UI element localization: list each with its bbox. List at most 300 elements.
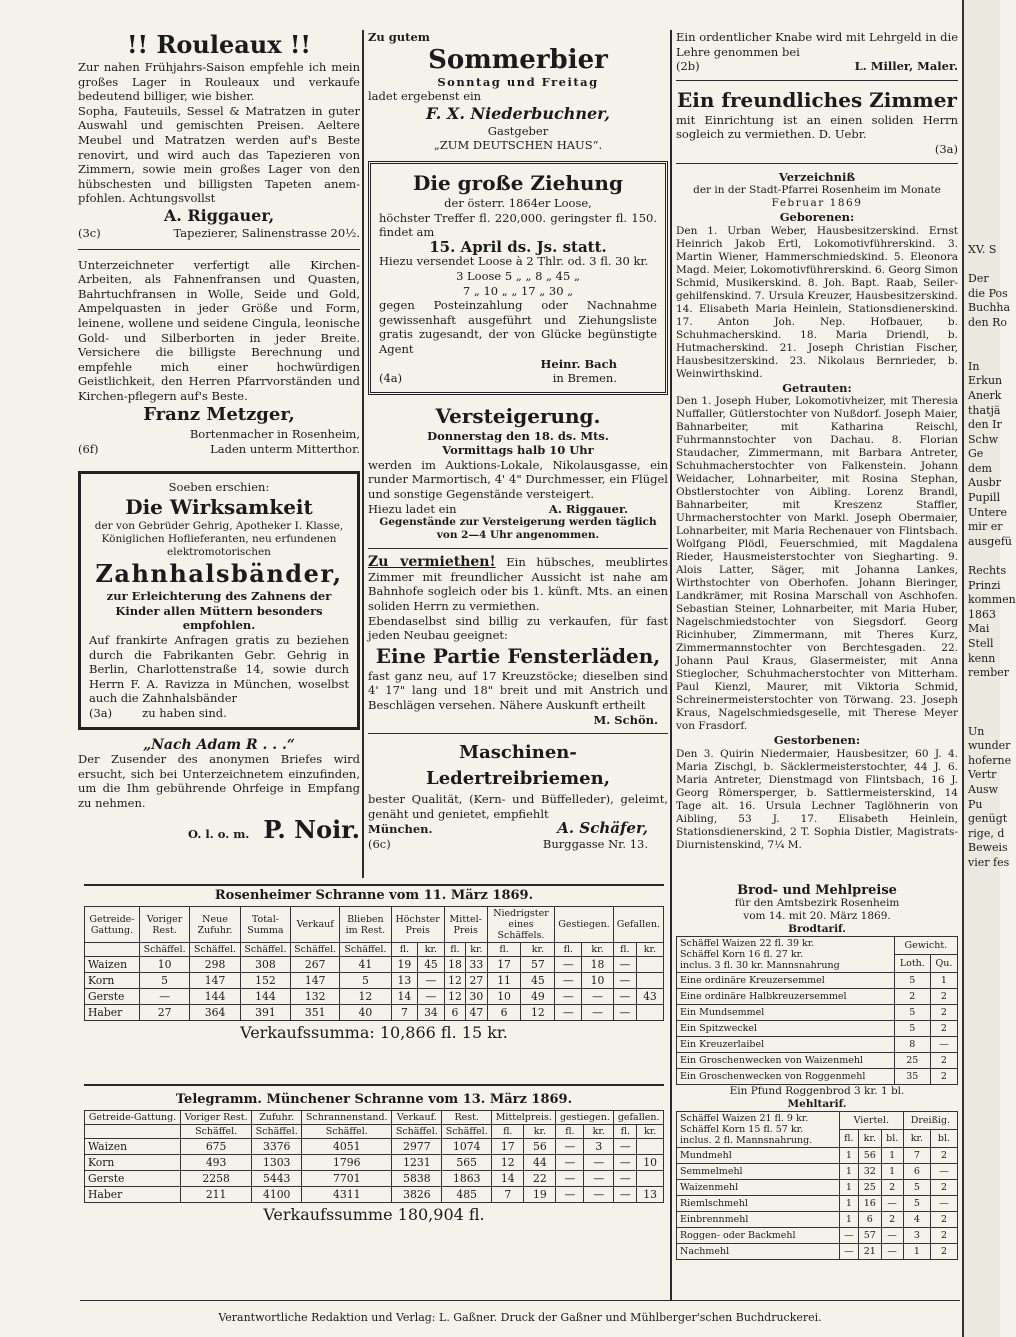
ad-title: Sommerbier bbox=[428, 44, 608, 75]
ad-number: (3c) bbox=[78, 225, 101, 240]
column-header: Mittelpreis. bbox=[492, 1111, 556, 1125]
ad-title: Zahnhalsbänder, bbox=[95, 559, 343, 589]
divider bbox=[676, 163, 958, 164]
edge-text-line: ausgefü bbox=[968, 534, 1012, 548]
table-cell: — bbox=[613, 957, 636, 973]
ad-text: Burggasse Nr. 13. bbox=[542, 836, 648, 851]
table-row bbox=[677, 1196, 958, 1212]
table-header-row bbox=[677, 937, 958, 955]
table-cell: 1863 bbox=[442, 1171, 492, 1187]
column-header: Schrannenstand. bbox=[302, 1111, 392, 1125]
table-cell: 40 bbox=[340, 1005, 391, 1021]
table-cell: 33 bbox=[466, 957, 487, 973]
table-cell: 41 bbox=[340, 957, 391, 973]
table-cell: 6 bbox=[487, 1005, 521, 1021]
table-cell: 5 bbox=[894, 1021, 930, 1037]
table-cell: 147 bbox=[190, 973, 240, 989]
table-cell: 34 bbox=[418, 1005, 445, 1021]
table-row bbox=[677, 1037, 958, 1053]
table-cell: 2 bbox=[931, 1228, 958, 1244]
edge-text-line: wunder bbox=[968, 739, 1011, 753]
table-cell: Roggen- oder Backmehl bbox=[677, 1228, 840, 1244]
table-cell: 1 bbox=[881, 1148, 903, 1164]
edge-text-line: rember bbox=[968, 666, 1010, 680]
table-cell: — bbox=[881, 1244, 903, 1260]
table-cell: Eine ordinäre Kreuzersemmel bbox=[677, 973, 895, 989]
table-cell: 493 bbox=[181, 1155, 252, 1171]
table-cell: 21 bbox=[858, 1244, 881, 1260]
column-header bbox=[677, 1112, 840, 1148]
table-cell: — bbox=[881, 1228, 903, 1244]
edge-text-line bbox=[968, 549, 1000, 564]
schranne-muenchen bbox=[84, 1092, 664, 1224]
ad-text: Hiezu ladet ein bbox=[368, 501, 457, 516]
ad-text: der von Gebrüder Gehrig, Apotheker I. Klasse, Königlichen Hoflieferanten, neu erfundenen elektromotorischen bbox=[94, 520, 344, 559]
table-cell: — bbox=[614, 1139, 637, 1155]
table-cell: Ein Kreuzerlaibel bbox=[677, 1037, 895, 1053]
edge-text-line: Untere bbox=[968, 505, 1008, 519]
table-cell: 19 bbox=[524, 1187, 556, 1203]
column-header: kr. bbox=[524, 1125, 556, 1139]
column-header: fl. bbox=[614, 1125, 637, 1139]
register-heading-marriages: Getrauten: bbox=[782, 380, 852, 395]
column-header: Getreide-Gattung. bbox=[85, 907, 140, 943]
column-header: Schäffel. bbox=[340, 943, 391, 957]
register-births: Den 1. Urban Weber, Hausbesitzerskind. Ernst Heinrich Jakob Ertl, Lokomotivführerskind. 3. Martin Wiener, Hammerschmiedskind. 5. Eleonora Magd. Meier, Lokomotivführerskind. 6. Georg Simon Schmid, Musikerskind. 8. Joh. Bapt. Raab, Seiler-gehilfenskind. 7. Ursula Kreuzer, Hausbesitzerskind. 14. Elisabeth Maria Heinlein, Stationsdienerskind. 17. Anton Joh. Nep. Hofbauer, b. Schuhmacherskind. 18. Maria Driendl, b. Hutmacherskind. 21. Joseph Christian Fischer, Hausbesitzerskind. 23. Nikolaus Bernrieder, b. Weinwirthskind. bbox=[676, 224, 958, 380]
table-row bbox=[85, 957, 664, 973]
ad-text: 7 „ 10 „ „ 17 „ 30 „ bbox=[462, 283, 574, 298]
table-cell: 6 bbox=[858, 1212, 881, 1228]
table-cell: 1303 bbox=[252, 1155, 302, 1171]
table-cell: — bbox=[418, 973, 445, 989]
divider bbox=[80, 1300, 960, 1301]
table-cell: 12 bbox=[444, 973, 465, 989]
table-row bbox=[677, 1005, 958, 1021]
ad-title: „Nach Adam R . . .“ bbox=[143, 736, 295, 753]
table-cell bbox=[636, 957, 663, 973]
table-cell: 351 bbox=[291, 1005, 340, 1021]
table-cell bbox=[637, 1171, 664, 1187]
table-cell: 17 bbox=[492, 1139, 524, 1155]
table-cell: 57 bbox=[858, 1228, 881, 1244]
edge-text-line: Ausw bbox=[968, 782, 999, 796]
column-header: Voriger Rest. bbox=[139, 907, 189, 943]
table-cell: 4100 bbox=[252, 1187, 302, 1203]
table-cell: — bbox=[614, 1187, 637, 1203]
flour-tarif-heading: Mehltarif. bbox=[787, 1098, 847, 1110]
table-cell: Haber bbox=[85, 1005, 140, 1021]
table-cell: 56 bbox=[858, 1148, 881, 1164]
column-header bbox=[85, 1125, 181, 1139]
table-row bbox=[85, 1187, 664, 1203]
register-subtitle: der in der Stadt-Pfarrei Rosenheim im Monate bbox=[693, 184, 941, 197]
table-cell: 22 bbox=[524, 1171, 556, 1187]
table-cell: 5 bbox=[340, 973, 391, 989]
table-cell: 12 bbox=[444, 989, 465, 1005]
ad-title: Die Wirksamkeit bbox=[125, 495, 313, 520]
ad-title: Ein freundliches Zimmer bbox=[677, 87, 957, 112]
table-cell: — bbox=[555, 973, 582, 989]
table-note: Schäffel Waizen 21 fl. 9 kr. bbox=[680, 1113, 809, 1124]
table-cell: 27 bbox=[139, 1005, 189, 1021]
ad-text: Vormittags halb 10 Uhr bbox=[442, 443, 594, 458]
table-cell: 5 bbox=[139, 973, 189, 989]
edge-text-line: kenn bbox=[968, 651, 996, 665]
table-cell: 4311 bbox=[302, 1187, 392, 1203]
table-row bbox=[677, 1244, 958, 1260]
table-cell: — bbox=[584, 1171, 614, 1187]
table-cell: 56 bbox=[524, 1139, 556, 1155]
table-cell: 32 bbox=[858, 1164, 881, 1180]
ad-text: „ZUM DEUTSCHEN HAUS“. bbox=[433, 138, 603, 153]
table-cell: 1796 bbox=[302, 1155, 392, 1171]
ad-text: O. l. o. m. bbox=[188, 826, 250, 841]
table-cell: 45 bbox=[418, 957, 445, 973]
table-cell: 364 bbox=[190, 1005, 240, 1021]
lottery-ad bbox=[368, 161, 668, 395]
table-cell: — bbox=[555, 989, 582, 1005]
table-cell: 14 bbox=[391, 989, 418, 1005]
edge-text-line: Schw bbox=[968, 432, 999, 446]
table-cell: Waizenmehl bbox=[677, 1180, 840, 1196]
ad-text: Ein hübsches, meublirtes Zimmer mit freundlicher Aussicht ist nahe am Bahnhofe sogleich oder bis 1. künft. Mts. an einen soliden Herrn zu vermiethen. bbox=[368, 555, 668, 614]
table-cell: 7 bbox=[492, 1187, 524, 1203]
table-cell: — bbox=[930, 1037, 957, 1053]
column-header: fl. bbox=[487, 943, 521, 957]
column-header: kr. bbox=[584, 1125, 614, 1139]
ad-number: (3a) bbox=[934, 141, 958, 156]
ad-text: zu haben sind. bbox=[142, 706, 227, 720]
edge-text-line bbox=[968, 695, 1000, 710]
grain-table bbox=[84, 1110, 664, 1203]
table-cell: — bbox=[556, 1139, 584, 1155]
edge-text-line: Buchha bbox=[968, 301, 1011, 315]
edge-text-line bbox=[968, 199, 1000, 214]
ad-number: (6f) bbox=[78, 442, 99, 457]
ad-number: (6c) bbox=[368, 836, 391, 851]
column-header: Verkauf. bbox=[392, 1111, 442, 1125]
column-header: fl. bbox=[492, 1125, 524, 1139]
column-2 bbox=[368, 30, 668, 852]
column-header: kr. bbox=[903, 1130, 930, 1148]
column-header: Schäffel. bbox=[291, 943, 340, 957]
table-cell: 2 bbox=[931, 1148, 958, 1164]
edge-text-line: XV. S bbox=[968, 242, 997, 256]
edge-text-line: Vertr bbox=[968, 768, 997, 782]
table-cell: 25 bbox=[894, 1053, 930, 1069]
register-heading-deaths: Gestorbenen: bbox=[773, 733, 861, 748]
table-cell: 10 bbox=[139, 957, 189, 973]
edge-text-line: 1863 bbox=[968, 607, 996, 621]
table-cell: 298 bbox=[190, 957, 240, 973]
ad-signature: F. X. Niederbuchner, bbox=[426, 103, 610, 123]
ad-title: Maschinen-Ledertreibriemen, bbox=[426, 742, 610, 790]
column-header: Total-Summa bbox=[240, 907, 290, 943]
table-row bbox=[85, 1171, 664, 1187]
ad-text: Auf frankirte Anfragen gratis zu beziehen durch die Fabrikanten Gebr. Gehrig in Berlin, Charlottenstraße 14, sowie durch Herrn F. A. Ravizza in München, woselbst auch die Zahnhalsbänder bbox=[89, 633, 349, 706]
edge-text-line: kommen bbox=[968, 593, 1016, 607]
edge-text-line: den Ir bbox=[968, 418, 1002, 432]
edge-text-line: Mai bbox=[968, 622, 990, 636]
edge-text-line: dem bbox=[968, 461, 992, 475]
column-header: Niedrigster eines Schäffels. bbox=[487, 907, 555, 943]
ad-text: höchster Treffer fl. 220,000. geringster fl. 150. findet am bbox=[379, 210, 657, 240]
table-cell: 144 bbox=[240, 989, 290, 1005]
table-title: Telegramm. Münchener Schranne vom 13. März 1869. bbox=[175, 1092, 573, 1107]
table-cell: 565 bbox=[442, 1155, 492, 1171]
column-header: Gestiegen. bbox=[555, 907, 613, 943]
ad-text: Unterzeichneter verfertigt alle Kirchen-Arbeiten, als Fahnenfransen und Quasten, Bahrtuchfransen in Wolle, Seide und Gold, Ampelquasten in jeder Größe und Form, leinene, wollene und seidene Cingula, leonische Gold- und Silberborten in jeder Breite. Versichere die billigste Berechnung und empfehle mich einer hochwürdigen Geistlichkeit, den Herren Pfarrvorständen und Kirchen-pflegern auf's Beste. bbox=[78, 257, 360, 403]
bread-prices bbox=[676, 884, 958, 1260]
ad-text: Sopha, Fauteuils, Sessel & Matratzen in guter Auswahl und gemischten Preisen. Aeltere Meubel und Matratzen werden auf's Beste renovirt, und wird auch das Tapezieren von Zimmern, sowie mein großes Lager von den hübschesten und billigsten Tapeten anem-pfohlen. Achtungsvollst bbox=[78, 103, 360, 206]
table-cell: 485 bbox=[442, 1187, 492, 1203]
edge-text-line bbox=[968, 258, 1000, 273]
edge-text-line: thatjä bbox=[968, 403, 1001, 417]
grain-table bbox=[84, 906, 664, 1021]
ad-subtitle: Bortenmacher in Rosenheim, bbox=[189, 427, 360, 442]
column-header: Zufuhr. bbox=[252, 1111, 302, 1125]
column-header: gefallen. bbox=[614, 1111, 664, 1125]
table-cell: 18 bbox=[582, 957, 613, 973]
table-subheader-row bbox=[85, 943, 664, 957]
table-cell: 7701 bbox=[302, 1171, 392, 1187]
column-header: kr. bbox=[418, 943, 445, 957]
table-cell: — bbox=[613, 973, 636, 989]
table-cell: 3 bbox=[903, 1228, 930, 1244]
edge-text-line: hoferne bbox=[968, 753, 1012, 767]
schranne-rosenheim bbox=[84, 888, 664, 1042]
column-header: Schäffel. bbox=[181, 1125, 252, 1139]
ad-subtitle: Laden unterm Mitterthor. bbox=[210, 442, 360, 457]
table-note: Schäffel Korn 16 fl. 27 kr. bbox=[680, 949, 804, 960]
edge-text-line: In bbox=[968, 359, 980, 373]
table-cell: 144 bbox=[190, 989, 240, 1005]
edge-text-line bbox=[968, 681, 1000, 696]
table-cell: Ein Mundsemmel bbox=[677, 1005, 895, 1021]
table-row bbox=[677, 1148, 958, 1164]
column-1 bbox=[78, 30, 360, 845]
register-subtitle: Februar 1869 bbox=[771, 197, 863, 210]
bread-subtitle: für den Amtsbezirk Rosenheim bbox=[734, 897, 900, 909]
edge-text-line: mir er bbox=[968, 520, 1003, 534]
column-header: kr. bbox=[858, 1130, 881, 1148]
ad-signature: P. Noir. bbox=[263, 814, 360, 844]
ad-signature: Franz Metzger, bbox=[143, 404, 295, 426]
column-header: fl. bbox=[555, 943, 582, 957]
column-rule bbox=[670, 30, 672, 1300]
column-header: kr. bbox=[637, 1125, 664, 1139]
column-header bbox=[85, 943, 140, 957]
edge-text-line: Pu bbox=[968, 797, 983, 811]
edge-text-line: den Ro bbox=[968, 315, 1008, 329]
table-cell: Nachmehl bbox=[677, 1244, 840, 1260]
ad-title-rouleaux: !! Rouleaux !! bbox=[127, 30, 311, 59]
divider bbox=[84, 884, 664, 886]
table-cell: 7 bbox=[903, 1148, 930, 1164]
table-cell: 1 bbox=[839, 1212, 858, 1228]
table-cell: 1 bbox=[881, 1164, 903, 1180]
table-cell: 57 bbox=[521, 957, 555, 973]
column-header: Schäffel. bbox=[392, 1125, 442, 1139]
ad-text: bester Qualität, (Kern- und Büffelleder), geleimt, genäht und genietet, empfiehlt bbox=[368, 792, 668, 821]
column-header bbox=[677, 937, 895, 973]
ad-signature: M. Schön. bbox=[593, 712, 658, 727]
column-header: Schäffel. bbox=[302, 1125, 392, 1139]
table-cell: 8 bbox=[894, 1037, 930, 1053]
column-header: kr. bbox=[582, 943, 613, 957]
ad-title: Zu vermiethen! bbox=[368, 554, 496, 571]
divider bbox=[368, 548, 668, 549]
ad-text: werden im Auktions-Lokale, Nikolausgasse, ein runder Marmortisch, 4' 4" Durchmesser, ein Flügel und sonstige Gegenstände versteigert. bbox=[368, 457, 668, 502]
table-cell: 47 bbox=[466, 1005, 487, 1021]
table-cell: 2 bbox=[931, 1212, 958, 1228]
ad-text: 3 Loose 5 „ „ 8 „ 45 „ bbox=[456, 268, 580, 283]
bread-note: Ein Pfund Roggenbrod 3 kr. 1 bl. bbox=[729, 1085, 905, 1097]
divider bbox=[78, 249, 360, 250]
column-header: Schäffel. bbox=[139, 943, 189, 957]
table-cell: 10 bbox=[487, 989, 521, 1005]
column-header: bl. bbox=[881, 1130, 903, 1148]
edge-text-line bbox=[968, 345, 1000, 360]
register-heading-births: Geborenen: bbox=[779, 210, 855, 225]
edge-text-line: Beweis bbox=[968, 841, 1008, 855]
table-note: Schäffel Waizen 22 fl. 39 kr. bbox=[680, 938, 815, 949]
edge-text-line: genügt bbox=[968, 812, 1008, 826]
edge-text-line: Un bbox=[968, 724, 985, 738]
register-title: Verzeichniß bbox=[778, 169, 856, 184]
table-cell: Eine ordinäre Halbkreuzersemmel bbox=[677, 989, 895, 1005]
ad-text: ladet ergebenst ein bbox=[368, 89, 482, 104]
edge-text-line: die Pos bbox=[968, 286, 1008, 300]
register-deaths: Den 3. Quirin Niedermaier, Hausbesitzer, 60 J. 4. Maria Zischgl, b. Säcklermeisterstochter, 44 J. 6. Maria Antreter, Dienstmagd von Flintsbach, 16 J. Georg Römersperger, b. Sattlermeisterskind, 14 Tage alt. 16. Ursula Lechner Taglöhnerin von Aibling, 53 J. 17. Elisabeth Heinlein, Stationsdienerskind, 2 T. Sophia Distler, Magistrats-Diurnistenskind, 7¼ M. bbox=[676, 747, 958, 851]
table-cell: 2 bbox=[894, 989, 930, 1005]
table-row bbox=[677, 1212, 958, 1228]
ad-text: zur Erleichterung des Zahnens der Kinder allen Müttern besonders empfohlen. bbox=[106, 589, 332, 633]
table-row bbox=[677, 1021, 958, 1037]
column-header: fl. bbox=[613, 943, 636, 957]
table-cell: 30 bbox=[466, 989, 487, 1005]
ad-text: Gegenstände zur Versteigerung werden täglich von 2—4 Uhr angenommen. bbox=[379, 516, 657, 542]
column-header: Gefallen. bbox=[613, 907, 663, 943]
ad-number: (4a) bbox=[379, 371, 403, 386]
ad-signature: A. Schäfer, bbox=[557, 819, 648, 838]
table-cell: 49 bbox=[521, 989, 555, 1005]
table-cell: — bbox=[584, 1155, 614, 1171]
ad-number: (2b) bbox=[676, 59, 700, 74]
ad-text: Zur nahen Frühjahrs-Saison empfehle ich mein großes Lager in Rouleaux und verkaufe bedeutend billiger, wie bisher. bbox=[78, 60, 360, 104]
ad-text: gegen Posteinzahlung oder Nachnahme gewissenhaft ausgeführt und Ziehungsliste gratis zugesandt, der von Glücke begünstigte Agent bbox=[379, 298, 657, 356]
edge-text-line: Anerk bbox=[968, 388, 1002, 402]
ad-text: mit Einrichtung ist an einen soliden Herrn sogleich zu vermiethen. D. Uebr. bbox=[676, 112, 958, 142]
edge-text-line bbox=[968, 331, 1000, 346]
imprint: Verantwortliche Redaktion und Verlag: L. Gaßner. Druck der Gaßner und Mühlberger'schen Buchdruckerei. bbox=[218, 1311, 822, 1324]
table-total: Verkaufssumme 180,904 fl. bbox=[263, 1205, 485, 1224]
table-cell: 12 bbox=[492, 1155, 524, 1171]
table-cell: 12 bbox=[340, 989, 391, 1005]
table-cell: 43 bbox=[636, 989, 663, 1005]
bread-title: Brod- und Mehlpreise bbox=[737, 883, 897, 898]
table-cell: 1 bbox=[839, 1164, 858, 1180]
column-header: Mittel-Preis bbox=[444, 907, 487, 943]
column-header: Viertel. bbox=[839, 1112, 903, 1130]
ad-text: Hiezu versendet Loose à 2 Thlr. od. 3 fl. 30 kr. bbox=[379, 254, 649, 269]
table-cell: 152 bbox=[240, 973, 290, 989]
table-cell: 2 bbox=[930, 1053, 957, 1069]
table-cell: 5838 bbox=[392, 1171, 442, 1187]
table-cell: — bbox=[839, 1244, 858, 1260]
table-subheader-row bbox=[85, 1125, 664, 1139]
bread-subtitle: vom 14. mit 20. März 1869. bbox=[743, 910, 891, 922]
table-cell: 35 bbox=[894, 1069, 930, 1085]
column-header: Dreißig. bbox=[903, 1112, 957, 1130]
column-header: Schäffel. bbox=[442, 1125, 492, 1139]
column-header: kr. bbox=[466, 943, 487, 957]
column-header: fl. bbox=[444, 943, 465, 957]
ad-text: Ein ordentlicher Knabe wird mit Lehrgeld in die Lehre genommen bei bbox=[676, 30, 958, 59]
edge-text-line: rige, d bbox=[968, 826, 1005, 840]
table-row bbox=[85, 1155, 664, 1171]
bread-table bbox=[676, 936, 958, 1085]
table-cell: 3826 bbox=[392, 1187, 442, 1203]
ad-text: München. bbox=[368, 822, 433, 837]
table-cell: — bbox=[556, 1187, 584, 1203]
edge-text-line: Ge bbox=[968, 447, 984, 461]
table-note: inclus. 2 fl. Mannsnahrung. bbox=[680, 1135, 813, 1146]
column-header: Blieben im Rest. bbox=[340, 907, 391, 943]
table-cell: 211 bbox=[181, 1187, 252, 1203]
column-header: Schäffel. bbox=[252, 1125, 302, 1139]
table-cell: — bbox=[931, 1164, 958, 1180]
table-cell: Haber bbox=[85, 1187, 181, 1203]
edge-text-line: Stell bbox=[968, 637, 994, 650]
table-cell: — bbox=[614, 1171, 637, 1187]
ad-number: (3a) bbox=[89, 706, 113, 720]
table-cell: — bbox=[931, 1196, 958, 1212]
table-cell: 5 bbox=[903, 1180, 930, 1196]
ad-title: Die große Ziehung bbox=[413, 170, 623, 195]
ad-text: in Bremen. bbox=[552, 371, 617, 386]
flour-table bbox=[676, 1111, 958, 1260]
column-header: Höchster Preis bbox=[391, 907, 444, 943]
column-3 bbox=[676, 30, 958, 852]
table-cell: 11 bbox=[487, 973, 521, 989]
table-note: Schäffel Korn 15 fl. 57 kr. bbox=[680, 1124, 804, 1135]
edge-text-line: vier fes bbox=[968, 855, 1010, 869]
table-cell: 7 bbox=[391, 1005, 418, 1021]
ad-signature: A. Riggauer. bbox=[548, 501, 628, 516]
ad-subtitle: Tapezierer, Salinenstrasse 20½. bbox=[173, 225, 360, 240]
edge-text-line bbox=[968, 228, 1000, 243]
ad-text: Donnerstag den 18. ds. Mts. bbox=[427, 428, 609, 443]
ad-text: der österr. 1864er Loose, bbox=[444, 195, 592, 210]
table-cell: — bbox=[881, 1196, 903, 1212]
table-cell: 1 bbox=[839, 1180, 858, 1196]
table-cell: Ein Groschenwecken von Roggenmehl bbox=[677, 1069, 895, 1085]
table-cell: Einbrennmehl bbox=[677, 1212, 840, 1228]
table-cell: — bbox=[556, 1155, 584, 1171]
table-header-row bbox=[677, 1112, 958, 1130]
table-cell: 2 bbox=[881, 1180, 903, 1196]
table-cell: — bbox=[139, 989, 189, 1005]
table-cell: Waizen bbox=[85, 1139, 181, 1155]
table-header-row bbox=[85, 907, 664, 943]
column-header: Rest. bbox=[442, 1111, 492, 1125]
table-cell: 3376 bbox=[252, 1139, 302, 1155]
table-cell: 1 bbox=[930, 973, 957, 989]
column-header: Neue Zufuhr. bbox=[190, 907, 240, 943]
table-cell: — bbox=[555, 957, 582, 973]
table-cell: 5443 bbox=[252, 1171, 302, 1187]
